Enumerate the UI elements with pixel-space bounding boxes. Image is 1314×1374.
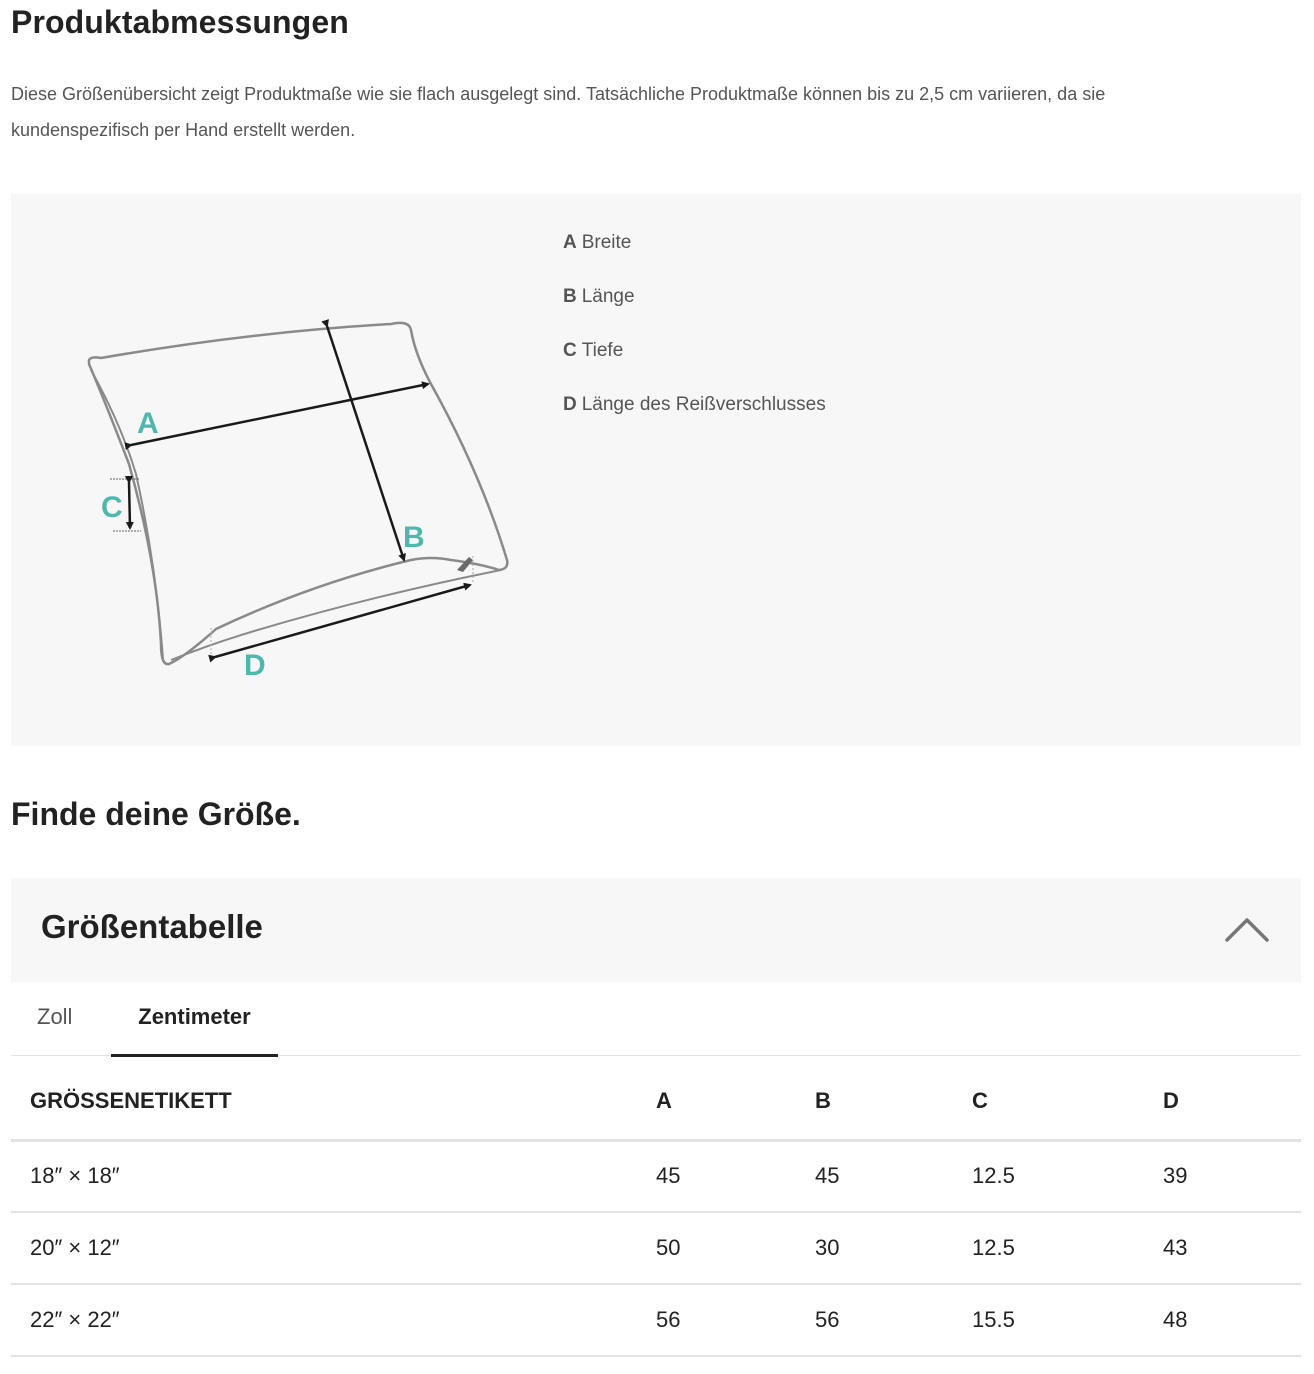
table-cell: 39 bbox=[1163, 1140, 1301, 1212]
column-header: C bbox=[972, 1056, 1163, 1140]
column-header: GRÖSSENETIKETT bbox=[11, 1056, 656, 1140]
legend-label: Länge bbox=[581, 286, 635, 307]
label-b: B bbox=[403, 521, 425, 554]
legend-key: C bbox=[563, 340, 577, 361]
table-header-row bbox=[11, 1056, 1301, 1140]
table-cell: 15.5 bbox=[972, 1284, 1163, 1356]
label-c: C bbox=[101, 491, 123, 524]
legend-item-d bbox=[563, 392, 826, 446]
table-cell: 12.5 bbox=[972, 1212, 1163, 1284]
label-d: D bbox=[244, 649, 266, 682]
table-cell: 56 bbox=[656, 1284, 815, 1356]
table-row bbox=[11, 1284, 1301, 1356]
table-cell: 50 bbox=[656, 1212, 815, 1284]
table-cell: 45 bbox=[815, 1140, 972, 1212]
pillow-diagram-icon bbox=[61, 304, 521, 684]
tab-zoll[interactable]: Zoll bbox=[37, 1004, 73, 1029]
table-cell: 30 bbox=[815, 1212, 972, 1284]
column-header: D bbox=[1163, 1056, 1301, 1140]
legend-key: B bbox=[563, 286, 577, 307]
table-cell: 43 bbox=[1163, 1212, 1301, 1284]
legend-key: D bbox=[563, 394, 577, 415]
size-label-cell: 22″ × 22″ bbox=[11, 1284, 656, 1356]
size-chart-accordion-header[interactable] bbox=[11, 878, 1301, 982]
legend-item-a bbox=[563, 230, 826, 284]
size-label-cell: 18″ × 18″ bbox=[11, 1140, 656, 1212]
size-chart-title: Größentabelle bbox=[41, 908, 263, 945]
tab-zentimeter[interactable]: Zentimeter bbox=[111, 982, 278, 1056]
label-a: A bbox=[137, 407, 159, 440]
table-row bbox=[11, 1212, 1301, 1284]
table-cell: 12.5 bbox=[972, 1140, 1163, 1212]
intro-text: Diese Größenübersicht zeigt Produktmaße wie sie flach ausgelegt sind. Tatsächliche Produktmaße können bis zu 2,5 cm variieren, da sie kundenspezifisch per Hand erstellt werden. bbox=[11, 84, 1106, 140]
legend-label: Breite bbox=[581, 232, 632, 253]
column-header: B bbox=[815, 1056, 972, 1140]
find-size-heading: Finde deine Größe. bbox=[11, 796, 301, 832]
size-label-cell: 20″ × 12″ bbox=[11, 1212, 656, 1284]
unit-tabs bbox=[11, 982, 1301, 1056]
table-row bbox=[11, 1140, 1301, 1212]
table-cell: 48 bbox=[1163, 1284, 1301, 1356]
table-cell: 45 bbox=[656, 1140, 815, 1212]
legend-label: Tiefe bbox=[581, 340, 624, 361]
chevron-up-icon bbox=[1223, 908, 1273, 948]
table-cell: 56 bbox=[815, 1284, 972, 1356]
legend-item-c bbox=[563, 338, 826, 392]
size-table bbox=[11, 1056, 1301, 1357]
column-header: A bbox=[656, 1056, 815, 1140]
legend-label: Länge des Reißverschlusses bbox=[581, 394, 826, 415]
page-title: Produktabmessungen bbox=[11, 4, 349, 40]
dimensions-legend bbox=[563, 230, 826, 446]
legend-item-b bbox=[563, 284, 826, 338]
collapse-toggle-button[interactable] bbox=[1223, 908, 1273, 948]
dimensions-diagram-panel bbox=[11, 194, 1301, 746]
legend-key: A bbox=[563, 232, 577, 253]
